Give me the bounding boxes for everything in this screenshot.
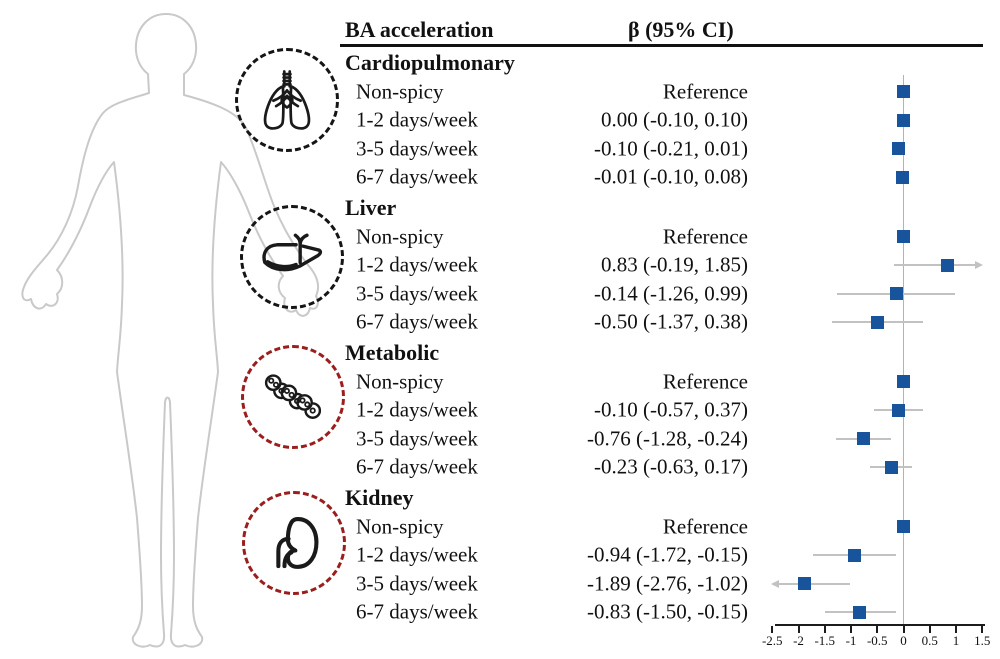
row-label: 3-5 days/week [356,426,478,450]
row-value: -1.89 (-2.76, -1.02) [587,571,748,595]
x-axis-tick [955,626,957,633]
cells-icon [259,363,327,431]
forest-marker [892,142,905,155]
forest-marker [892,404,905,417]
row-label: 6-7 days/week [356,309,478,334]
liver-icon [258,223,326,291]
row-label: 1-2 days/week [356,397,478,422]
ci-arrow-right [975,261,983,269]
x-axis-tick [771,626,773,633]
section-title: Kidney [345,485,414,510]
forest-marker [897,85,910,98]
x-axis-tick [876,626,878,633]
forest-marker [848,549,861,562]
row-label: Non-spicy [356,369,444,393]
row-value: -0.14 (-1.26, 0.99) [594,281,748,305]
row-value: -0.10 (-0.21, 0.01) [594,136,748,160]
x-axis-tick [798,626,800,633]
section-title: Liver [345,195,397,220]
x-axis-tick-label: 1.5 [974,633,991,648]
row-value: Reference [662,369,748,393]
x-axis-tick-label: -2.5 [761,633,783,648]
header-underline [340,44,983,47]
row-label: 1-2 days/week [356,542,478,567]
kidney-icon [260,509,328,577]
forest-marker [897,520,910,533]
row-value: Reference [662,514,748,538]
cardiopulmonary-organ-badge [235,48,339,152]
row-value: 0.00 (-0.10, 0.10) [601,107,748,132]
section-title: Metabolic [345,340,440,365]
x-axis-tick [929,626,931,633]
x-axis-tick [981,626,983,633]
row-label: 3-5 days/week [356,571,478,595]
forest-marker [857,432,870,445]
row-value: Reference [662,224,748,248]
row-label: Non-spicy [356,79,444,103]
x-axis-tick [824,626,826,633]
kidney-organ-badge [242,491,346,595]
x-axis-tick-label: -1.5 [814,633,836,648]
row-value: 0.83 (-0.19, 1.85) [601,252,748,277]
row-value: -0.01 (-0.10, 0.08) [594,164,748,189]
lungs-icon [253,66,321,134]
forest-marker [853,606,866,619]
section-title: Cardiopulmonary [345,50,515,75]
row-label: 6-7 days/week [356,599,478,624]
forest-marker [896,171,909,184]
ci-line [778,583,850,585]
x-axis-tick-label: -2 [793,633,804,648]
column-header-beta-ci: β (95% CI) [628,17,734,42]
row-value: -0.10 (-0.57, 0.37) [594,397,748,422]
forest-marker [885,461,898,474]
x-axis-tick-label: 0 [900,633,907,648]
liver-organ-badge [240,205,344,309]
row-value: -0.76 (-1.28, -0.24) [587,426,748,450]
forest-marker [897,114,910,127]
x-axis-tick [850,626,852,633]
forest-marker [890,287,903,300]
row-label: Non-spicy [356,514,444,538]
row-label: 3-5 days/week [356,136,478,160]
ci-line [894,264,976,266]
row-value: -0.83 (-1.50, -0.15) [587,599,748,624]
row-label: 1-2 days/week [356,107,478,132]
forest-marker [897,375,910,388]
forest-marker [897,230,910,243]
metabolic-organ-badge [241,345,345,449]
x-axis-tick-label: -0.5 [866,633,888,648]
row-value: -0.94 (-1.72, -0.15) [587,542,748,567]
row-label: 6-7 days/week [356,454,478,479]
row-value: Reference [662,79,748,103]
x-axis-tick [903,626,905,633]
row-label: 3-5 days/week [356,281,478,305]
row-value: -0.50 (-1.37, 0.38) [594,309,748,334]
row-label: 1-2 days/week [356,252,478,277]
forest-marker [798,577,811,590]
x-axis-tick-label: -1 [845,633,857,648]
column-header-ba-acceleration: BA acceleration [345,17,494,42]
forest-marker [941,259,954,272]
row-value: -0.23 (-0.63, 0.17) [594,454,748,479]
x-axis-line [775,624,985,626]
zero-reference-line [903,75,905,624]
row-label: Non-spicy [356,224,444,248]
x-axis-tick-label: 0.5 [921,633,938,648]
forest-marker [871,316,884,329]
row-label: 6-7 days/week [356,164,478,189]
x-axis-tick-label: 1 [952,633,960,648]
